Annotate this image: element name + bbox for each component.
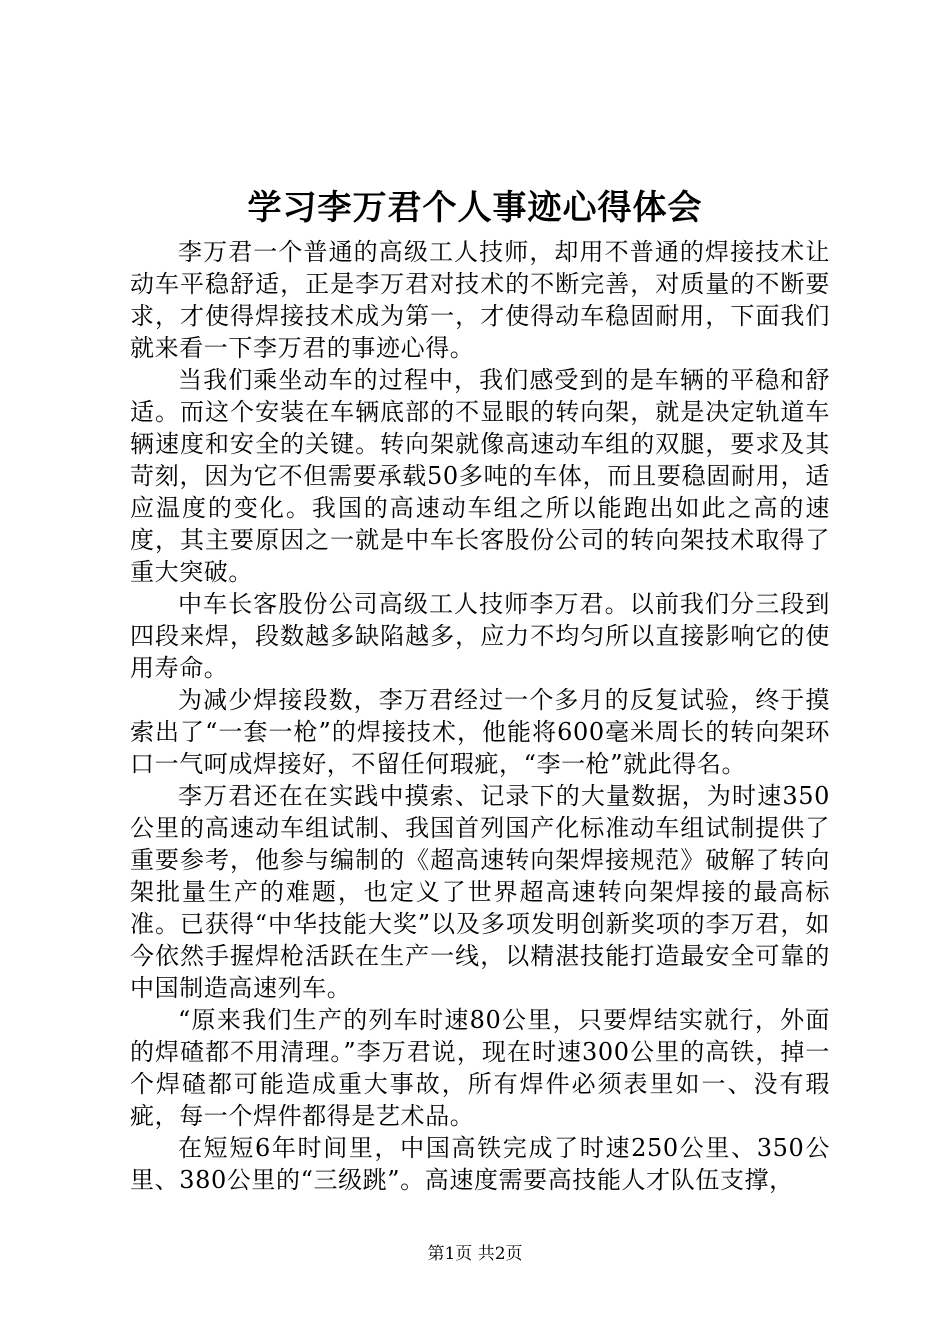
paragraph-7: 在短短6年时间里，中国高铁完成了时速250公里、350公里、380公里的“三级跳”。高速度需要高技能人才队伍支撑， xyxy=(130,1134,830,1194)
paragraph-1: 李万君一个普通的高级工人技师，却用不普通的焊接技术让动车平稳舒适，正是李万君对技术的不断完善，对质量的不断要求，才使得焊接技术成为第一，才使得动车稳固耐用，下面我们就来看一下李万君的事迹心得。 xyxy=(130,238,830,362)
paragraph-4: 为减少焊接段数，李万君经过一个多月的反复试验，终于摸索出了“一套一枪”的焊接技术，他能将600毫米周长的转向架环口一气呵成焊接好，不留任何瑕疵，“李一枪”就此得名。 xyxy=(130,686,830,778)
paragraph-3: 中车长客股份公司高级工人技师李万君。以前我们分三段到四段来焊，段数越多缺陷越多，应力不均匀所以直接影响它的使用寿命。 xyxy=(130,590,830,682)
document-body xyxy=(130,236,830,1196)
page-number-footer: 第1页 共2页 xyxy=(427,1244,523,1264)
paragraph-6: “原来我们生产的列车时速80公里，只要焊结实就行，外面的焊碴都不用清理。”李万君说，现在时速300公里的高铁，掉一个焊碴都可能造成重大事故，所有焊件必须表里如一、没有瑕疵，每一个焊件都得是艺术品。 xyxy=(130,1006,830,1130)
paragraph-5: 李万君还在在实践中摸索、记录下的大量数据，为时速350公里的高速动车组试制、我国首列国产化标准动车组试制提供了重要参考，他参与编制的《超高速转向架焊接规范》破解了转向架批量生产的难题，也定义了世界超高速转向架焊接的最高标准。已获得“中华技能大奖”以及多项发明创新奖项的李万君，如今依然手握焊枪活跃在生产一线，以精湛技能打造最安全可靠的中国制造高速列车。 xyxy=(130,782,830,1002)
document-title: 学习李万君个人事迹心得体会 xyxy=(247,188,703,228)
paragraph-2: 当我们乘坐动车的过程中，我们感受到的是车辆的平稳和舒适。而这个安装在车辆底部的不显眼的转向架，就是决定轨道车辆速度和安全的关键。转向架就像高速动车组的双腿，要求及其苛刻，因为它不但需要承载50多吨的车体，而且要稳固耐用，适应温度的变化。我国的高速动车组之所以能跑出如此之高的速度，其主要原因之一就是中车长客股份公司的转向架技术取得了重大突破。 xyxy=(130,366,830,586)
